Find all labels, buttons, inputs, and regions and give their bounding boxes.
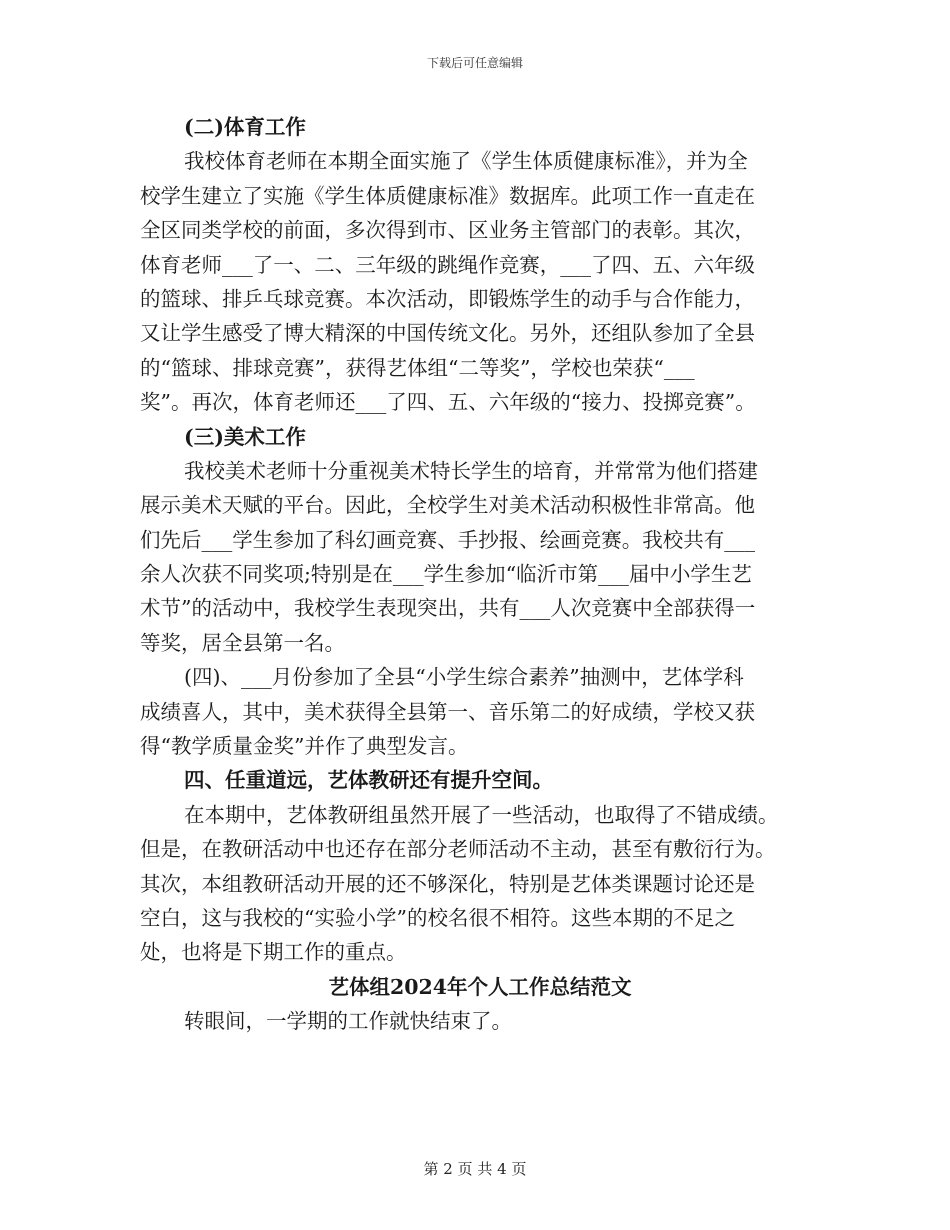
page-number-footer: 第 2 页 共 4 页 — [423, 1160, 527, 1178]
paragraph-line: (四)、___月份参加了全县“小学生综合素养”抽测中，艺体学科 — [184, 665, 744, 690]
section-heading-art: (三)美术工作 — [184, 424, 306, 449]
paragraph-line: 转眼间，一学期的工作就快结束了。 — [184, 1009, 512, 1034]
section-heading-pe: (二)体育工作 — [184, 115, 306, 139]
paragraph-line: 校学生建立了实施《学生体质健康标准》数据库。此项工作一直走在 — [140, 183, 755, 208]
paragraph-line: 但是，在教研活动中也还存在部分老师活动不主动，甚至有敷衍行为。 — [140, 837, 776, 862]
paragraph-line: 又让学生感受了博大精深的中国传统文化。另外，还组队参加了全县 — [140, 321, 755, 346]
paragraph-line: 其次，本组教研活动开展的还不够深化，特别是艺体类课题讨论还是 — [140, 871, 755, 896]
page-header-note: 下载后可任意编辑 — [426, 56, 523, 70]
paragraph-line: 展示美术天赋的平台。因此，全校学生对美术活动积极性非常高。他 — [140, 493, 755, 518]
paragraph-line: 等奖，居全县第一名。 — [140, 630, 345, 655]
paragraph-line: 在本期中，艺体教研组虽然开展了一些活动，也取得了不错成绩。 — [184, 802, 779, 827]
paragraph-line: 余人次获不同奖项;特别是在___学生参加“临沂市第___届中小学生艺 — [140, 562, 752, 587]
paragraph-line: 全区同类学校的前面，多次得到市、区业务主管部门的表彰。其次， — [140, 218, 755, 243]
paragraph-line: 成绩喜人，其中，美术获得全县第一、音乐第二的好成绩，学校又获 — [140, 699, 755, 724]
paragraph-line: 的篮球、排乒乓球竞赛。本次活动，即锻炼学生的动手与合作能力， — [140, 286, 755, 311]
paragraph-line: 的“篮球、排球竞赛”，获得艺体组“二等奖”，学校也荣获“___ — [140, 355, 695, 380]
paragraph-line: 奖”。再次，体育老师还___了四、五、六年级的“接力、投掷竞赛”。 — [140, 390, 756, 415]
document-body — [140, 110, 820, 1039]
paragraph-line: 空白，这与我校的“实验小学”的校名很不相符。这些本期的不足之 — [140, 905, 735, 930]
document-title: 艺体组2024年个人工作总结范文 — [328, 974, 632, 999]
paragraph-line: 我校美术老师十分重视美术特长学生的培育，并常常为他们搭建 — [184, 458, 758, 483]
paragraph-line: 我校体育老师在本期全面实施了《学生体质健康标准》，并为全 — [184, 149, 748, 174]
paragraph-line: 术节”的活动中，我校学生表现突出，共有___人次竞赛中全部获得一 — [140, 596, 756, 621]
paragraph-line: 得“教学质量金奖”并作了典型发言。 — [140, 734, 469, 759]
paragraph-line: 体育老师___了一、二、三年级的跳绳作竞赛，___了四、五、六年级 — [140, 252, 755, 277]
section-heading-four: 四、任重道远，艺体教研还有提升空间。 — [184, 768, 553, 793]
paragraph-line: 处，也将是下期工作的重点。 — [140, 940, 407, 965]
paragraph-line: 们先后___学生参加了科幻画竞赛、手抄报、绘画竞赛。我校共有___ — [140, 527, 755, 552]
